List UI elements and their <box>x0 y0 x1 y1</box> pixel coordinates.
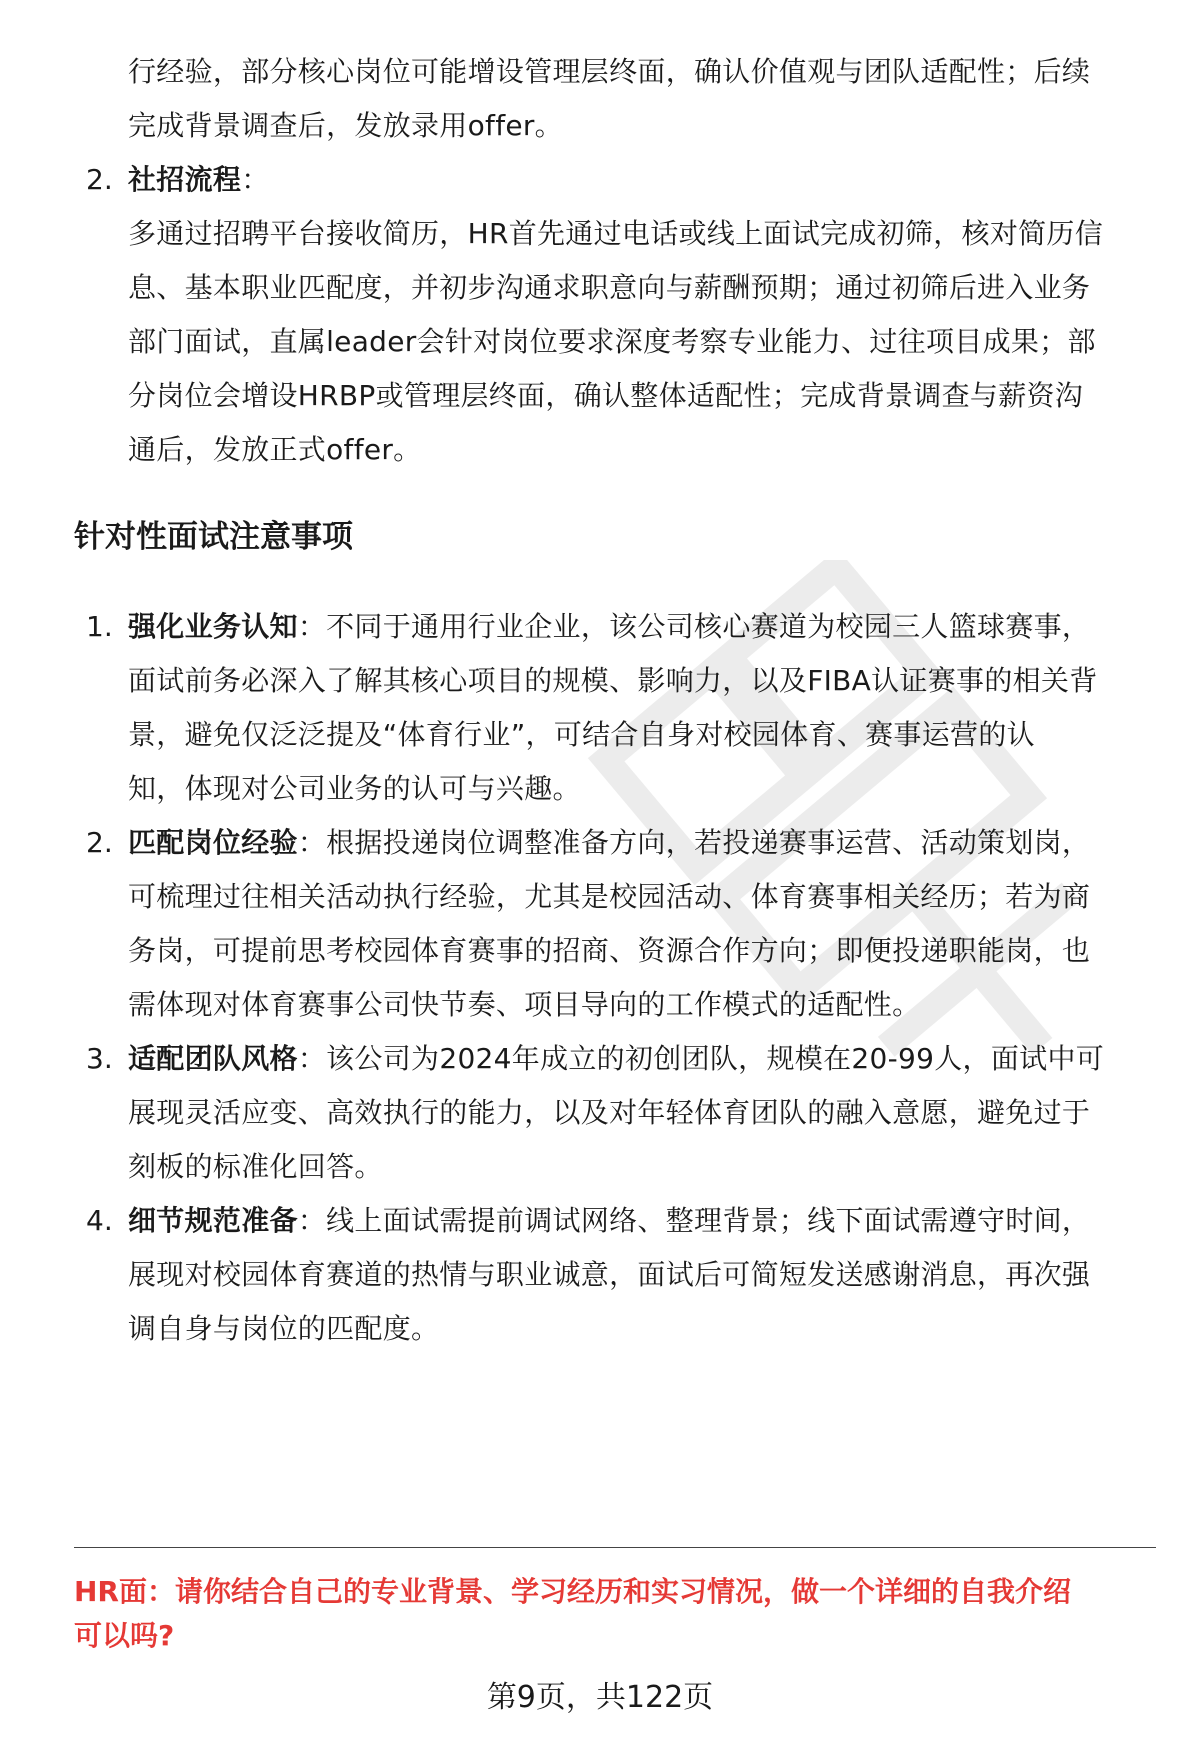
list-item-line: 可梳理过往相关活动执行经验，尤其是校园活动、体育赛事相关经历；若为商 <box>128 880 1091 913</box>
section-heading: 针对性面试注意事项 <box>74 519 353 555</box>
list-item-line: 分岗位会增设HRBP或管理层终面，确认整体适配性；完成背景调查与薪资沟 <box>128 379 1084 412</box>
list-number: 1. <box>86 610 113 643</box>
question-line: HR面：请你结合自己的专业背景、学习经历和实习情况，做一个详细的自我介绍 <box>74 1575 1071 1608</box>
list-item-text: 该公司为2024年成立的初创团队，规模在20-99人，面试中可 <box>326 1042 1105 1075</box>
list-item-text: 根据投递岗位调整准备方向，若投递赛事运营、活动策划岗， <box>326 826 1091 859</box>
list-item-line: 面试前务必深入了解其核心项目的规模、影响力，以及FIBA认证赛事的相关背 <box>128 664 1098 697</box>
list-item-title: 匹配岗位经验 <box>128 826 298 859</box>
list-item-line: 部门面试，直属leader会针对岗位要求深度考察专业能力、过往项目成果；部 <box>128 325 1096 358</box>
list-item-first-line <box>128 1029 1158 1089</box>
list-item-heading <box>128 150 1158 210</box>
list-item-line: 刻板的标准化回答。 <box>128 1150 383 1183</box>
list-item-line: 景，避免仅泛泛提及“体育行业”，可结合自身对校园体育、赛事运营的认 <box>128 718 1035 751</box>
list-item-colon: ： <box>297 610 327 643</box>
list-item-text: 线上面试需提前调试网络、整理背景；线下面试需遵守时间， <box>326 1204 1091 1237</box>
list-item-first-line <box>128 597 1158 657</box>
list-number: 2. <box>86 826 113 859</box>
list-item-line: 息、基本职业匹配度，并初步沟通求职意向与薪酬预期；通过初筛后进入业务 <box>128 271 1091 304</box>
list-item-colon: ： <box>297 1042 327 1075</box>
page-number: 第9页，共122页 <box>486 1680 714 1715</box>
list-item-line: 展现对校园体育赛道的热情与职业诚意，面试后可简短发送感谢消息，再次强 <box>128 1258 1091 1291</box>
list-item-line: 需体现对体育赛事公司快节奏、项目导向的工作模式的适配性。 <box>128 988 921 1021</box>
intro-line: 行经验，部分核心岗位可能增设管理层终面，确认价值观与团队适配性；后续 <box>128 55 1091 88</box>
list-item-line: 务岗，可提前思考校园体育赛事的招商、资源合作方向；即便投递职能岗，也 <box>128 934 1091 967</box>
question-line: 可以吗? <box>74 1619 175 1652</box>
list-item-title: 细节规范准备 <box>128 1204 298 1237</box>
list-item-first-line <box>128 1191 1158 1251</box>
list-item-line: 调自身与岗位的匹配度。 <box>128 1312 440 1345</box>
list-item-line: 知，体现对公司业务的认可与兴趣。 <box>128 772 581 805</box>
list-item-title: 社招流程 <box>128 163 242 196</box>
list-item-first-line <box>128 813 1158 873</box>
list-item-line: 多通过招聘平台接收简历，HR首先通过电话或线上面试完成初筛，核对简历信 <box>128 217 1104 250</box>
list-item-title: 适配团队风格 <box>128 1042 298 1075</box>
list-item-colon: ： <box>241 163 270 196</box>
list-item-title: 强化业务认知 <box>128 610 298 643</box>
section-divider <box>74 1547 1156 1548</box>
intro-line: 完成背景调查后，发放录用offer。 <box>128 109 563 142</box>
list-number: 2. <box>86 163 113 196</box>
interview-question <box>74 1570 1154 1658</box>
list-item-colon: ： <box>297 1204 327 1237</box>
list-number: 3. <box>86 1042 113 1075</box>
list-item-colon: ： <box>297 826 327 859</box>
list-item-line: 通后，发放正式offer。 <box>128 433 422 466</box>
list-item-line: 展现灵活应变、高效执行的能力，以及对年轻体育团队的融入意愿，避免过于 <box>128 1096 1091 1129</box>
list-number: 4. <box>86 1204 113 1237</box>
list-item-text: 不同于通用行业企业，该公司核心赛道为校园三人篮球赛事， <box>326 610 1091 643</box>
